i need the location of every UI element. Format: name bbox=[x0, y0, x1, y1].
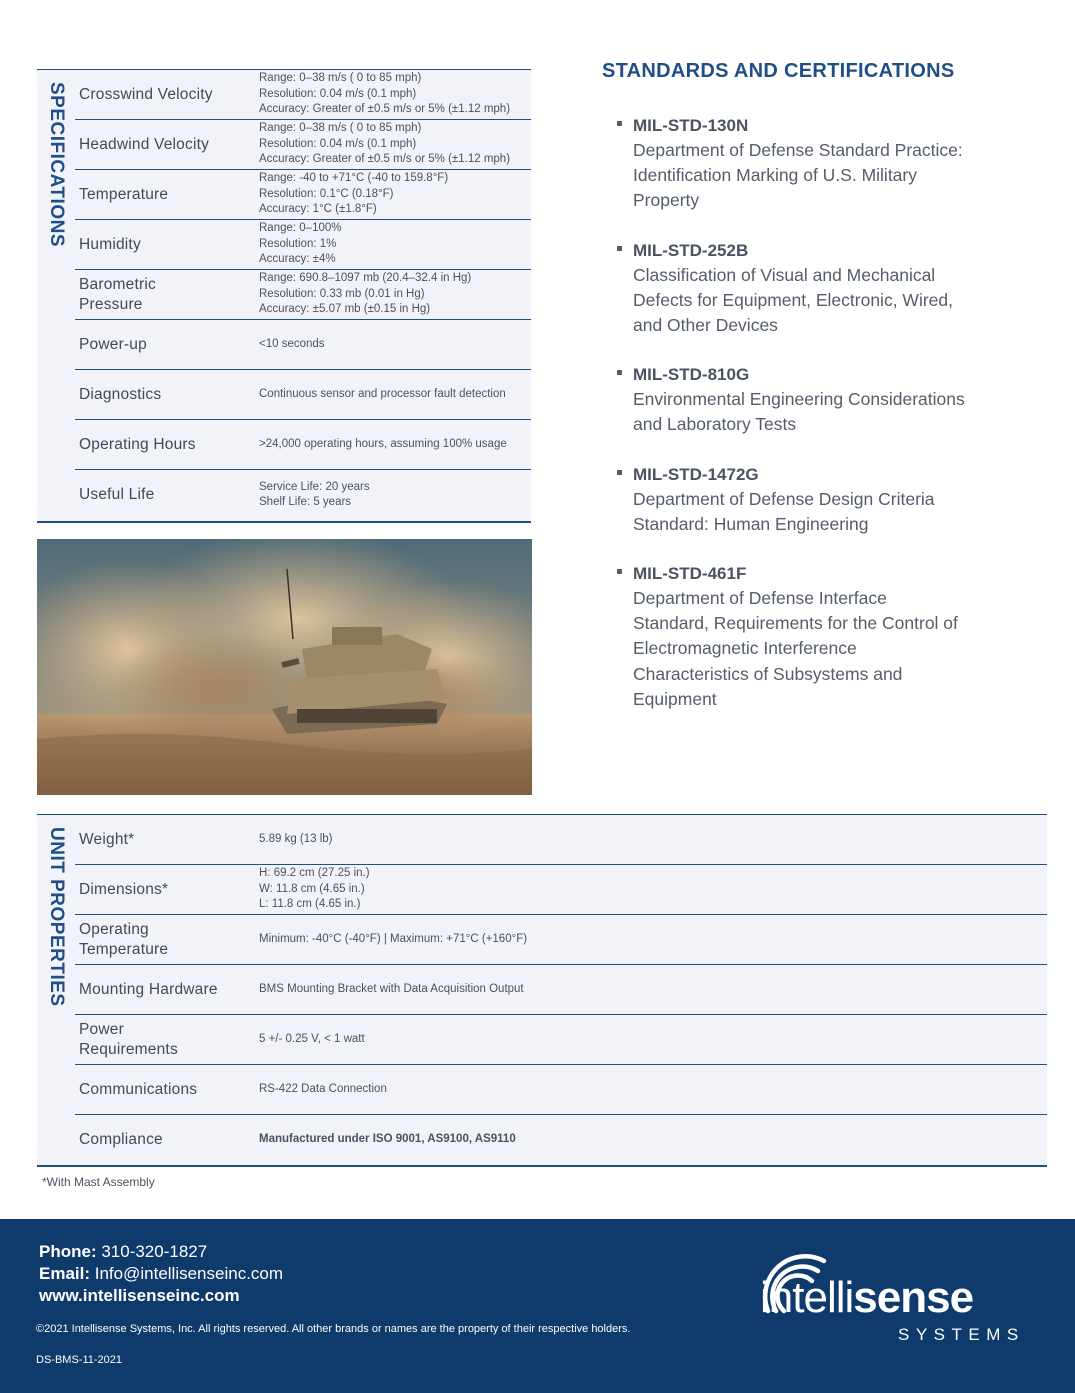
phone-label: Phone: bbox=[39, 1242, 97, 1261]
list-item bbox=[617, 113, 1017, 214]
row-value bbox=[259, 320, 527, 369]
standard-description: Electromagnetic Interference bbox=[633, 638, 857, 659]
row-value-line: Accuracy: Greater of ±0.5 m/s or 5% (±1.12 mph) bbox=[259, 153, 511, 166]
logo-subtitle: SYSTEMS bbox=[898, 1325, 1025, 1344]
row-value-line: <10 seconds bbox=[259, 337, 325, 350]
row-value-line: Range: -40 to +71°C (-40 to 159.8°F) bbox=[259, 172, 449, 185]
footer bbox=[0, 1219, 1075, 1393]
bullet-icon bbox=[617, 470, 622, 475]
row-label: Power Requirements bbox=[79, 1020, 178, 1058]
standard-description: Equipment bbox=[633, 688, 717, 709]
row-value-line: H: 69.2 cm (27.25 in.) bbox=[259, 867, 370, 880]
row-label: Useful Life bbox=[79, 486, 155, 503]
row-value-line: >24,000 operating hours, assuming 100% usage bbox=[259, 437, 507, 450]
row-label: Weight* bbox=[79, 830, 135, 848]
row-value bbox=[259, 170, 527, 219]
row-value bbox=[259, 815, 1043, 864]
row-value bbox=[259, 120, 527, 169]
row-label: Operating Hours bbox=[79, 435, 196, 453]
logo-wordmark: intellisense bbox=[760, 1273, 974, 1322]
row-value-line: Manufactured under ISO 9001, AS9100, AS9110 bbox=[259, 1133, 516, 1146]
unit-properties-heading bbox=[37, 815, 75, 1165]
website-link[interactable]: www.intellisenseinc.com bbox=[39, 1286, 240, 1305]
row-value bbox=[259, 470, 527, 520]
row-label: Power-up bbox=[79, 335, 147, 353]
table-row bbox=[75, 1115, 1047, 1165]
standard-description: Department of Defense Standard Practice: bbox=[633, 140, 963, 160]
table-row bbox=[75, 320, 531, 370]
tank-photo bbox=[37, 539, 532, 795]
row-value bbox=[259, 370, 527, 419]
row-value bbox=[259, 1115, 1043, 1165]
contact-info bbox=[39, 1241, 283, 1307]
row-value-line: 5.89 kg (13 lb) bbox=[259, 832, 333, 845]
row-value-line: Resolution: 0.1°C (0.18°F) bbox=[259, 187, 394, 200]
table-row bbox=[75, 70, 531, 120]
standards-list bbox=[617, 113, 1017, 736]
row-value bbox=[259, 965, 1043, 1014]
table-row bbox=[75, 470, 531, 520]
email-line bbox=[39, 1263, 283, 1285]
copyright: ©2021 Intellisense Systems, Inc. All rights reserved. All other brands or names are the property of their respective holders. bbox=[36, 1323, 631, 1335]
table-row bbox=[75, 815, 1047, 865]
standard-description: and Laboratory Tests bbox=[633, 414, 797, 435]
table-row bbox=[75, 1015, 1047, 1065]
row-label: Communications bbox=[79, 1080, 198, 1098]
row-value bbox=[259, 70, 527, 119]
row-label: Operating Temperature bbox=[79, 920, 169, 958]
row-value-line: Range: 0–100% bbox=[259, 222, 342, 235]
table-row bbox=[75, 865, 1047, 915]
list-item bbox=[617, 362, 1017, 437]
standard-code: MIL-STD-461F bbox=[633, 564, 747, 584]
row-label: Compliance bbox=[79, 1131, 163, 1148]
specifications-title: SPECIFICATIONS bbox=[46, 82, 67, 247]
table-row bbox=[75, 220, 531, 270]
row-value-line: Resolution: 0.33 mb (0.01 in Hg) bbox=[259, 287, 425, 300]
bullet-icon bbox=[617, 246, 622, 251]
row-label: Barometric Pressure bbox=[79, 275, 156, 313]
standard-description: Standard, Requirements for the Control of bbox=[633, 613, 958, 634]
row-value-line: Range: 0–38 m/s ( 0 to 85 mph) bbox=[259, 72, 422, 85]
standard-code: MIL-STD-130N bbox=[633, 116, 749, 135]
intellisense-logo bbox=[754, 1249, 1044, 1349]
standard-code: MIL-STD-1472G bbox=[633, 464, 759, 484]
table-row bbox=[75, 120, 531, 170]
table-row bbox=[75, 370, 531, 420]
row-label: Mounting Hardware bbox=[79, 980, 218, 998]
row-value-line: Continuous sensor and processor fault detection bbox=[259, 387, 506, 400]
row-label: Dimensions* bbox=[79, 880, 169, 898]
row-value-line: BMS Mounting Bracket with Data Acquisition Output bbox=[259, 982, 524, 995]
table-row bbox=[75, 915, 1047, 965]
row-label: Diagnostics bbox=[79, 385, 162, 403]
row-value-line: Resolution: 0.04 m/s (0.1 mph) bbox=[259, 137, 417, 150]
standard-description: Characteristics of Subsystems and bbox=[633, 663, 903, 684]
row-label: Humidity bbox=[79, 235, 141, 253]
email-label: Email: bbox=[39, 1264, 91, 1283]
table-row bbox=[75, 965, 1047, 1015]
row-value bbox=[259, 270, 527, 319]
phone-number[interactable]: 310-320-1827 bbox=[96, 1242, 208, 1261]
row-value-line: L: 11.8 cm (4.65 in.) bbox=[259, 898, 361, 911]
table-row bbox=[75, 170, 531, 220]
row-value bbox=[259, 1065, 1043, 1114]
standard-code: MIL-STD-810G bbox=[633, 365, 750, 385]
row-value bbox=[259, 220, 527, 269]
row-value-line: Minimum: -40°C (-40°F) | Maximum: +71°C (+160°F) bbox=[259, 932, 528, 945]
phone-line bbox=[39, 1241, 283, 1263]
standard-description: Environmental Engineering Considerations bbox=[633, 389, 965, 410]
email-address[interactable]: Info@intellisenseinc.com bbox=[90, 1264, 284, 1283]
row-label: Headwind Velocity bbox=[79, 135, 210, 153]
row-value bbox=[259, 420, 527, 469]
row-value bbox=[259, 1015, 1043, 1064]
row-value-line: Accuracy: Greater of ±0.5 m/s or 5% (±1.12 mph) bbox=[259, 103, 511, 116]
table-row bbox=[75, 420, 531, 470]
bullet-icon bbox=[617, 121, 622, 126]
row-value-line: RS-422 Data Connection bbox=[259, 1082, 387, 1095]
row-value-line: Range: 690.8–1097 mb (20.4–32.4 in Hg) bbox=[259, 272, 472, 285]
standard-description: Standard: Human Engineering bbox=[633, 513, 869, 534]
unit-properties-table bbox=[37, 814, 1047, 1167]
list-item bbox=[617, 238, 1017, 339]
standard-description: Identification Marking of U.S. Military bbox=[633, 165, 917, 186]
row-value bbox=[259, 915, 1043, 964]
row-label: Temperature bbox=[79, 185, 169, 203]
table-row bbox=[75, 1065, 1047, 1115]
row-value-line: Accuracy: ±4% bbox=[259, 253, 336, 266]
bullet-icon bbox=[617, 370, 622, 375]
standard-description: Property bbox=[633, 190, 700, 211]
standard-code: MIL-STD-252B bbox=[633, 240, 749, 260]
standards-title: STANDARDS AND CERTIFICATIONS bbox=[602, 60, 955, 82]
list-item bbox=[617, 462, 1017, 537]
table-row bbox=[75, 270, 531, 320]
footnote: *With Mast Assembly bbox=[42, 1175, 155, 1189]
standard-description: and Other Devices bbox=[633, 315, 778, 336]
unit-properties-title: UNIT PROPERTIES bbox=[46, 827, 67, 1007]
row-value-line: Resolution: 0.04 m/s (0.1 mph) bbox=[259, 87, 417, 100]
bullet-icon bbox=[617, 569, 622, 574]
specifications-table bbox=[37, 69, 531, 523]
row-value-line: Accuracy: 1°C (±1.8°F) bbox=[259, 203, 377, 216]
row-value-line: Accuracy: ±5.07 mb (±0.15 in Hg) bbox=[259, 303, 431, 316]
list-item bbox=[617, 561, 1017, 712]
row-value-line: Service Life: 20 years bbox=[259, 480, 370, 493]
standard-description: Department of Defense Interface bbox=[633, 588, 887, 609]
standard-description: Classification of Visual and Mechanical bbox=[633, 264, 936, 285]
row-value-line: W: 11.8 cm (4.65 in.) bbox=[259, 882, 365, 895]
row-value bbox=[259, 865, 1043, 914]
row-value-line: Range: 0–38 m/s ( 0 to 85 mph) bbox=[259, 122, 422, 135]
specifications-heading bbox=[37, 70, 75, 521]
row-label: Crosswind Velocity bbox=[79, 85, 213, 103]
standard-description: Department of Defense Design Criteria bbox=[633, 488, 935, 509]
standard-description: Defects for Equipment, Electronic, Wired, bbox=[633, 289, 953, 310]
row-value-line: Shelf Life: 5 years bbox=[259, 496, 352, 508]
row-value-line: 5 +/- 0.25 V, < 1 watt bbox=[259, 1032, 365, 1045]
document-id: DS-BMS-11-2021 bbox=[36, 1354, 122, 1366]
row-value-line: Resolution: 1% bbox=[259, 237, 337, 250]
